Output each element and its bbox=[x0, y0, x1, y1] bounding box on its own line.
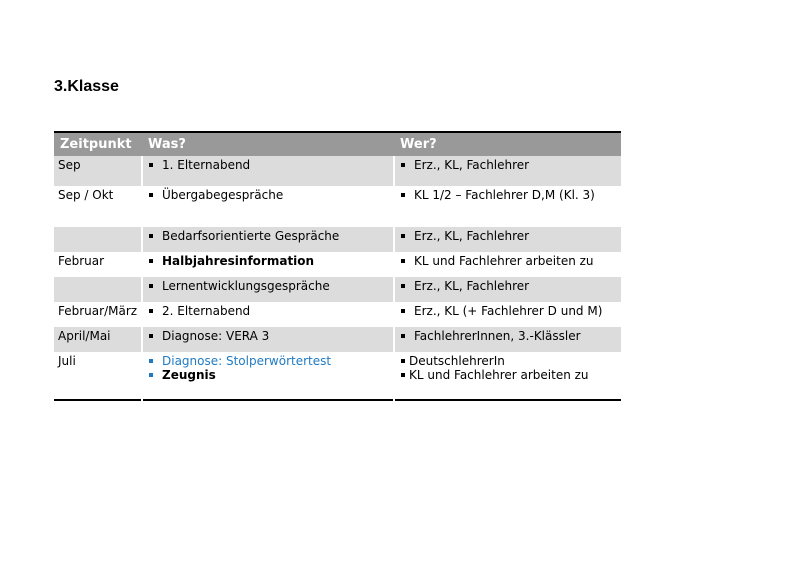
cell-what bbox=[142, 327, 394, 352]
cell-what bbox=[142, 277, 394, 302]
cell-when: Juli bbox=[58, 354, 76, 368]
bullet-icon bbox=[401, 373, 405, 377]
table-row bbox=[54, 186, 621, 227]
who-text: KL und Fachlehrer arbeiten zu bbox=[409, 368, 589, 382]
what-line bbox=[147, 368, 389, 382]
cell-who bbox=[394, 227, 621, 252]
schedule-table bbox=[54, 131, 621, 401]
who-text: Erz., KL, Fachlehrer bbox=[414, 229, 530, 243]
bullet-icon bbox=[149, 193, 153, 197]
cell-when bbox=[54, 227, 142, 252]
cell-who bbox=[394, 186, 621, 227]
bullet-icon bbox=[149, 373, 153, 377]
bullet-icon bbox=[149, 359, 153, 363]
table-header-row bbox=[54, 132, 621, 156]
bullet-icon bbox=[401, 309, 405, 313]
bullet-icon bbox=[401, 163, 405, 167]
cell-when: Sep / Okt bbox=[58, 188, 114, 202]
bullet-icon bbox=[149, 234, 153, 238]
header-zeitpunkt: Zeitpunkt bbox=[54, 132, 142, 156]
who-text: Erz., KL, Fachlehrer bbox=[414, 158, 530, 172]
cell-who bbox=[394, 277, 621, 302]
table-row bbox=[54, 327, 621, 352]
bullet-icon bbox=[149, 284, 153, 288]
what-text: Übergabegespräche bbox=[162, 188, 284, 202]
bullet-icon bbox=[401, 193, 405, 197]
table-row bbox=[54, 277, 621, 302]
bullet-icon bbox=[149, 309, 153, 313]
who-text: DeutschlehrerIn bbox=[409, 354, 505, 368]
what-text: 1. Elternabend bbox=[162, 158, 251, 172]
who-text: Erz., KL (+ Fachlehrer D und M) bbox=[414, 304, 603, 318]
what-text: Halbjahresinformation bbox=[162, 254, 315, 268]
header-was: Was? bbox=[142, 132, 394, 156]
cell-when: Sep bbox=[54, 156, 142, 186]
what-text: Diagnose: VERA 3 bbox=[162, 329, 270, 343]
table-row bbox=[54, 227, 621, 252]
what-text: Diagnose: Stolperwörtertest bbox=[162, 354, 332, 368]
header-wer: Wer? bbox=[394, 132, 621, 156]
bullet-icon bbox=[149, 163, 153, 167]
table-row bbox=[54, 302, 621, 327]
cell-what bbox=[142, 227, 394, 252]
cell-when: Februar bbox=[58, 254, 105, 268]
cell-when: Februar/März bbox=[58, 304, 138, 318]
table-row bbox=[54, 352, 621, 400]
cell-what bbox=[142, 352, 394, 400]
who-text: KL 1/2 – Fachlehrer D,M (Kl. 3) bbox=[414, 188, 595, 202]
table-row bbox=[54, 252, 621, 277]
cell-what bbox=[142, 302, 394, 327]
who-text: Erz., KL, Fachlehrer bbox=[414, 279, 530, 293]
what-text: Zeugnis bbox=[162, 368, 216, 382]
cell-who bbox=[394, 252, 621, 277]
who-text: KL und Fachlehrer arbeiten zu bbox=[414, 254, 594, 268]
cell-what bbox=[142, 156, 394, 186]
what-line bbox=[147, 354, 389, 368]
cell-when: April/Mai bbox=[54, 327, 142, 352]
cell-who bbox=[394, 327, 621, 352]
bullet-icon bbox=[401, 359, 405, 363]
what-text: Lernentwicklungsgespräche bbox=[162, 279, 330, 293]
what-text: 2. Elternabend bbox=[162, 304, 251, 318]
bullet-icon bbox=[149, 259, 153, 263]
cell-who bbox=[394, 352, 621, 400]
table-row bbox=[54, 156, 621, 186]
bullet-icon bbox=[149, 334, 153, 338]
bullet-icon bbox=[401, 234, 405, 238]
bullet-icon bbox=[401, 284, 405, 288]
bullet-icon bbox=[401, 259, 405, 263]
cell-what bbox=[142, 252, 394, 277]
cell-when bbox=[54, 277, 142, 302]
who-line bbox=[399, 368, 617, 382]
cell-who bbox=[394, 156, 621, 186]
bullet-icon bbox=[401, 334, 405, 338]
page-title: 3.Klasse bbox=[54, 78, 119, 95]
what-text: Bedarfsorientierte Gespräche bbox=[162, 229, 340, 243]
cell-what bbox=[142, 186, 394, 227]
who-line bbox=[399, 354, 617, 368]
who-text: FachlehrerInnen, 3.-Klässler bbox=[414, 329, 581, 343]
cell-who bbox=[394, 302, 621, 327]
